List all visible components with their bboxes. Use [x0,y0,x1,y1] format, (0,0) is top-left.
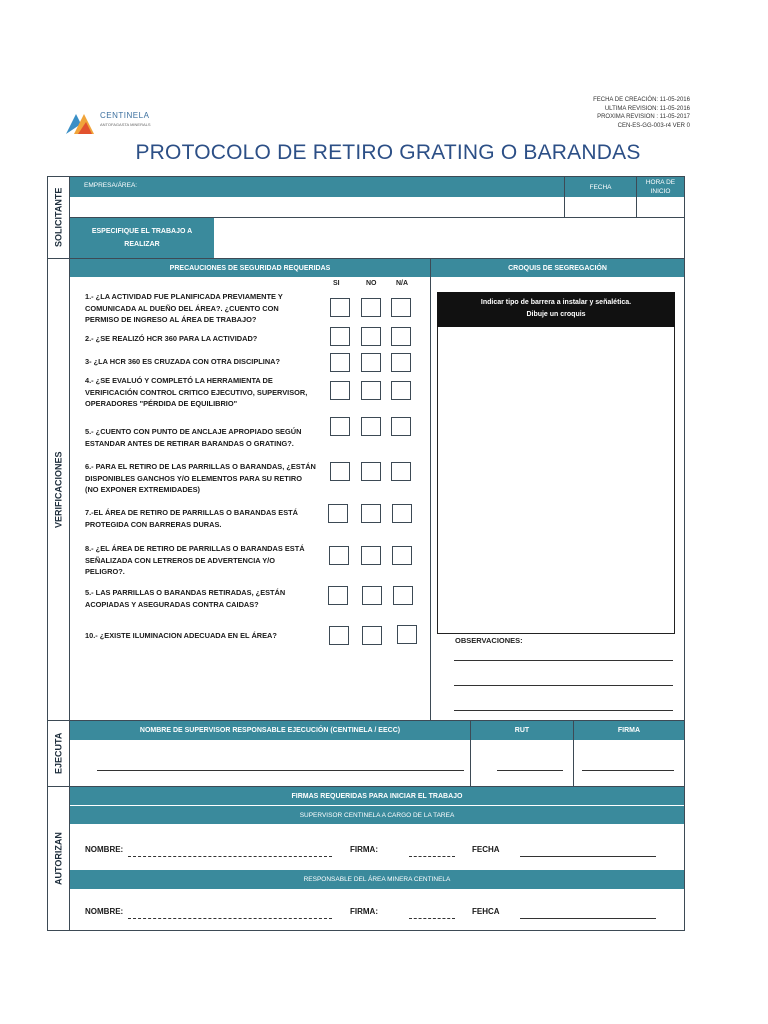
resp-firma-label: FIRMA: [350,907,378,916]
sup-fecha-label: FECHA [472,845,500,854]
observaciones-line-3[interactable] [454,710,673,711]
resp-nombre-line[interactable] [128,918,332,919]
empresa-input[interactable] [70,198,564,217]
sup-firma-label: FIRMA: [350,845,378,854]
observaciones-line-1[interactable] [454,660,673,661]
q7-no-checkbox[interactable] [361,504,381,523]
trabajo-input[interactable] [215,218,684,258]
q9-si-checkbox[interactable] [328,586,348,605]
q4-si-checkbox[interactable] [330,381,350,400]
croquis-drawing-area[interactable] [437,292,675,634]
observaciones-line-2[interactable] [454,685,673,686]
question-5: 5.- ¿CUENTO CON PUNTO DE ANCLAJE APROPIADO SEGÚN ESTANDAR ANTES DE RETIRAR BARANDAS O GRATING?. [85,427,302,448]
sup-nombre-line[interactable] [128,856,332,857]
q1-no-checkbox[interactable] [361,298,381,317]
rut-line[interactable] [497,770,563,771]
firmas-requeridas-header: FIRMAS REQUERIDAS PARA INICIAR EL TRABAJO [70,787,684,805]
croquis-header: CROQUIS DE SEGREGACIÓN [431,259,684,277]
sup-fecha-line[interactable] [520,856,656,857]
col-no: NO [366,280,377,287]
q6-si-checkbox[interactable] [330,462,350,481]
fecha-header: FECHA [565,177,636,197]
resp-nombre-label: NOMBRE: [85,907,124,916]
croquis-instruction-1: Indicar tipo de barrera a instalar y señalética. [480,299,632,306]
q6-na-checkbox[interactable] [391,462,411,481]
responsable-area-header: RESPONSABLE DEL ÁREA MINERA CENTINELA [70,870,684,889]
q5-no-checkbox[interactable] [361,417,381,436]
question-6: 6.- PARA EL RETIRO DE LAS PARRILLAS O BARANDAS, ¿ESTÁN DISPONIBLES GANCHOS Y/O ELEMENTOS PARA SU RETIRO (NO EXPONER EXTREMIDADES) [85,462,316,494]
observaciones-label: OBSERVACIONES: [455,636,523,645]
question-8: 8.- ¿EL ÁREA DE RETIRO DE PARRILLAS O BARANDAS ESTÁ SEÑALIZADA CON LETREROS DE ADVERTENCIA Y/O PELIGRO?. [85,544,305,576]
next-revision: PROXIMA REVISION : 11-05-2017 [597,114,690,120]
q6-no-checkbox[interactable] [361,462,381,481]
q9-no-checkbox[interactable] [362,586,382,605]
resp-fecha-line[interactable] [520,918,656,919]
logo-mark-icon [64,106,98,136]
question-4: 4.- ¿SE EVALUÓ Y COMPLETÓ LA HERRAMIENTA DE VERIFICACIÓN CONTROL CRITICO EJECUTIVO, SUPERVISOR, OPERADORES "PÉRDIDA DE EQUILIBRIO" [85,376,308,408]
document-code: CEN-ES-GG-003-r4 VER 0 [617,122,690,129]
q8-na-checkbox[interactable] [392,546,412,565]
q3-si-checkbox[interactable] [330,353,350,372]
rut-header: RUT [471,721,573,740]
firma-header: FIRMA [574,721,684,740]
col-si: SI [333,280,340,287]
q1-na-checkbox[interactable] [391,298,411,317]
q10-na-checkbox[interactable] [397,625,417,644]
creation-date: FECHA DE CREACIÓN: 11-05-2016 [593,97,690,103]
q2-no-checkbox[interactable] [361,327,381,346]
question-3: 3- ¿LA HCR 360 ES CRUZADA CON OTRA DISCIPLINA? [85,357,281,366]
precauciones-header: PRECAUCIONES DE SEGURIDAD REQUERIDAS [70,259,430,277]
q10-no-checkbox[interactable] [362,626,382,645]
side-label-ejecuta: EJECUTA [53,732,64,775]
q3-no-checkbox[interactable] [361,353,381,372]
firma-line[interactable] [582,770,674,771]
fecha-input[interactable] [565,198,636,217]
document-meta [540,96,690,130]
hora-input[interactable] [637,198,684,217]
q4-no-checkbox[interactable] [361,381,381,400]
question-1: 1.- ¿LA ACTIVIDAD FUE PLANIFICADA PREVIAMENTE Y COMUNICADA AL DUEÑO DEL ÁREA?. ¿CUENTO CON PERMISO DE INGRESO AL ÁREA DE TRABAJO? [85,292,283,324]
logo-subtitle: ANTOFAGASTA MINERALS [100,122,151,127]
croquis-instructions [437,292,675,327]
sup-firma-line[interactable] [409,856,455,857]
q5-na-checkbox[interactable] [391,417,411,436]
question-2: 2.- ¿SE REALIZÓ HCR 360 PARA LA ACTIVIDAD? [85,334,258,343]
hora-header: HORA DE INICIO [637,177,684,197]
q3-na-checkbox[interactable] [391,353,411,372]
supervisor-header: NOMBRE DE SUPERVISOR RESPONSABLE EJECUCIÓN (CENTINELA / EECC) [70,721,470,740]
company-logo [64,104,164,138]
q2-na-checkbox[interactable] [391,327,411,346]
especifique-label: ESPECIFIQUE EL TRABAJO A REALIZAR [70,218,214,258]
side-label-solicitante: SOLICITANTE [53,187,64,248]
question-7: 7.-EL ÁREA DE RETIRO DE PARRILLAS O BARANDAS ESTÁ PROTEGIDA CON BARRERAS DURAS. [85,508,298,529]
q9-na-checkbox[interactable] [393,586,413,605]
q7-na-checkbox[interactable] [392,504,412,523]
col-na: N/A [396,280,409,287]
q8-si-checkbox[interactable] [329,546,349,565]
supervisor-centinela-header: SUPERVISOR CENTINELA A CARGO DE LA TAREA [70,806,684,824]
q4-na-checkbox[interactable] [391,381,411,400]
q1-si-checkbox[interactable] [330,298,350,317]
question-9: 5.- LAS PARRILLAS O BARANDAS RETIRADAS, ¿ESTÁN ACOPIADAS Y ASEGURADAS CONTRA CAIDAS? [85,588,286,609]
supervisor-name-line[interactable] [97,770,464,771]
resp-fecha-label: FEHCA [472,907,500,916]
sup-nombre-label: NOMBRE: [85,845,124,854]
q2-si-checkbox[interactable] [330,327,350,346]
last-revision: ULTIMA REVISION: 11-05-2016 [604,105,690,112]
side-label-verificaciones: VERIFICACIONES [53,451,64,528]
question-10: 10.- ¿EXISTE ILUMINACION ADECUADA EN EL ÁREA? [85,631,277,640]
logo-name: CENTINELA [100,111,150,120]
croquis-instruction-2: Dibuje un croquis [526,311,586,318]
side-label-autorizan: AUTORIZAN [53,832,64,886]
empresa-header: EMPRESA/ÁREA: [70,177,564,197]
resp-firma-line[interactable] [409,918,455,919]
q10-si-checkbox[interactable] [329,626,349,645]
q5-si-checkbox[interactable] [330,417,350,436]
page-title: PROTOCOLO DE RETIRO GRATING O BARANDAS [135,141,641,164]
q8-no-checkbox[interactable] [361,546,381,565]
q7-si-checkbox[interactable] [328,504,348,523]
